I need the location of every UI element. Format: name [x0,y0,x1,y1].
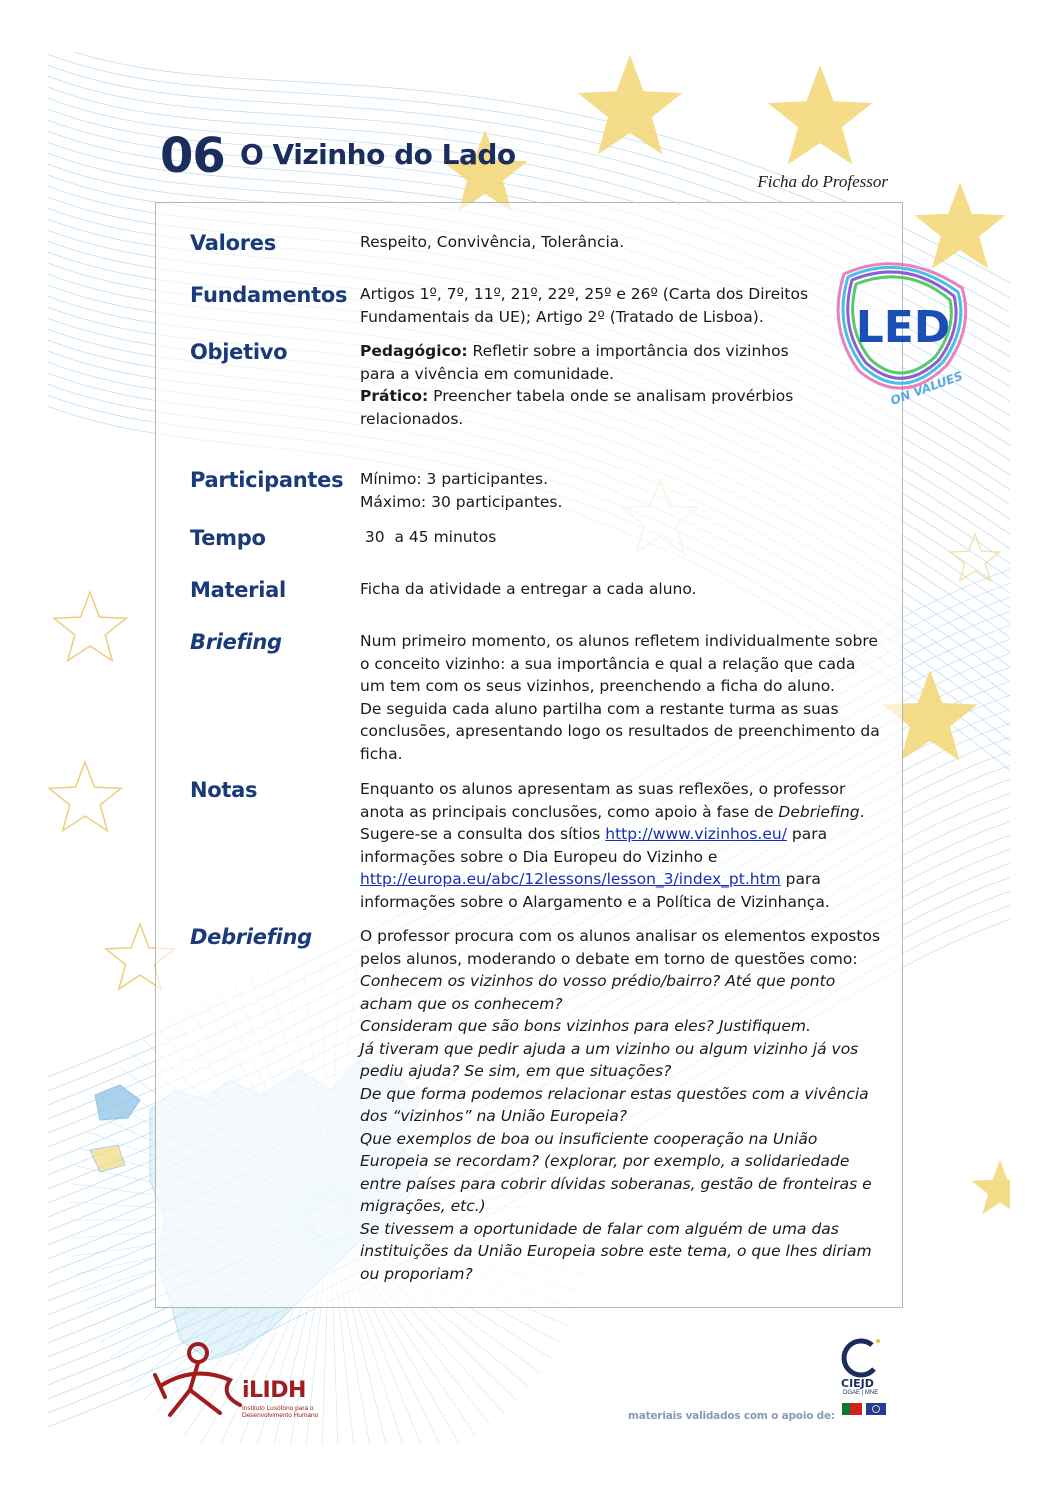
ciejd-logo-mark [836,1333,890,1419]
notas-p1-text: Enquanto os alunos apresentam as suas reflexões, o professor anota as principais conclusões, como apoio à fase de [360,780,846,821]
link-vizinhos[interactable]: http://www.vizinhos.eu/ [605,825,787,843]
label-fundamentos: Fundamentos [190,283,348,307]
objetivo-pratico-text: Preencher tabela onde se analisam provérbios relacionados. [360,387,794,428]
debriefing-question: Já tiveram que pedir ajuda a um vizinho ou algum vizinho já vos pediu ajuda? Se sim, em que situações? [360,1039,859,1080]
link-europa-12lessons[interactable]: http://europa.eu/abc/12lessons/lesson_3/index_pt.htm [360,870,781,888]
notas-p1-italic: Debriefing [778,802,860,821]
led-on-values-logo [828,252,978,412]
briefing-paragraph-2: De seguida cada aluno partilha com a restante turma as suas conclusões, apresentando logo os resultados de preenchimento da ficha. [360,699,880,763]
led-logo-subtext: ON VALUES [888,368,965,408]
participantes-max: Máximo: 30 participantes. [360,492,563,511]
content-participantes [360,468,885,513]
label-debriefing: Debriefing [190,925,312,949]
content-valores: Respeito, Convivência, Tolerância. [360,233,625,251]
debriefing-question: Se tivessem a oportunidade de falar com alguém de uma das instituições da União Europeia sobre este tema, o que lhes diriam ou proporiam? [360,1219,872,1283]
participantes-min: Mínimo: 3 participantes. [360,470,549,488]
debriefing-question: De que forma podemos relacionar estas questões com a vivência dos “vizinhos” na União Europeia? [360,1084,869,1125]
debriefing-intro: O professor procura com os alunos analisar os elementos expostos pelos alunos, moderando o debate em torno de questões como: [360,927,881,968]
fundamentos-line-2: Fundamentais da UE); Artigo 2º (Tratado de Lisboa). [360,307,764,326]
objetivo-pratico-label: Prático: [360,387,429,405]
label-briefing: Briefing [190,630,282,654]
label-participantes: Participantes [190,468,344,492]
content-objetivo [360,340,825,430]
fundamentos-line-1: Artigos 1º, 7º, 11º, 21º, 22º, 25º e 26º (Carta dos Direitos [360,285,809,303]
ilidh-subtitle: Instituto Lusófono para o Desenvolvimento Humano [242,1405,319,1419]
document-type: Ficha do Professor [757,172,888,191]
lesson-number: 06 [160,128,225,184]
label-material: Material [190,578,286,602]
notas-p1-end: . [859,802,865,821]
debriefing-question: Conhecem os vizinhos do vosso prédio/bairro? Até que ponto acham que os conhecem? [360,972,836,1013]
content-tempo: 30 a 45 minutos [360,528,497,546]
ciejd-subtitle: DGAE | MNE [843,1390,879,1396]
led-logo-text: LED [855,302,951,353]
content-debriefing [360,925,885,1285]
debriefing-question: Que exemplos de boa ou insuficiente cooperação na União Europeia se recordam? (explorar, por exemplo, a solidariedade entre países para cobrir dívidas soberanas, gestão de fronteiras e migrações, etc.) [360,1129,872,1215]
notas-p2-mid: para informações sobre o Dia Europeu do Vizinho e [360,825,828,866]
ilidh-name: iLIDH [242,1378,306,1403]
lesson-title: O Vizinho do Lado [240,138,516,171]
content-fundamentos [360,283,885,328]
label-notas: Notas [190,778,258,802]
label-objetivo: Objetivo [190,340,288,364]
objetivo-pedagogico-text: Refletir sobre a importância dos vizinhos para a vivência em comunidade. [360,342,789,383]
debriefing-question: Consideram que são bons vizinhos para eles? Justifiquem. [360,1017,811,1035]
support-note: materiais validados com o apoio de: [628,1410,835,1422]
content-material: Ficha da atividade a entregar a cada aluno. [360,580,697,598]
notas-p2-end: para informações sobre o Alargamento e a Política de Vizinhança. [360,870,830,911]
ciejd-name: CIEJD [841,1377,874,1390]
label-valores: Valores [190,231,276,255]
briefing-paragraph-1: Num primeiro momento, os alunos refletem individualmente sobre o conceito vizinho: a sua importância e qual a relação que cada um tem com os seus vizinhos, preenchendo a ficha do aluno. [360,632,878,695]
notas-p2-text: Sugere-se a consulta dos sítios [360,825,606,843]
content-briefing [360,630,885,765]
label-tempo: Tempo [190,526,266,550]
objetivo-pedagogico-label: Pedagógico: [360,342,468,360]
content-notas [360,778,885,913]
